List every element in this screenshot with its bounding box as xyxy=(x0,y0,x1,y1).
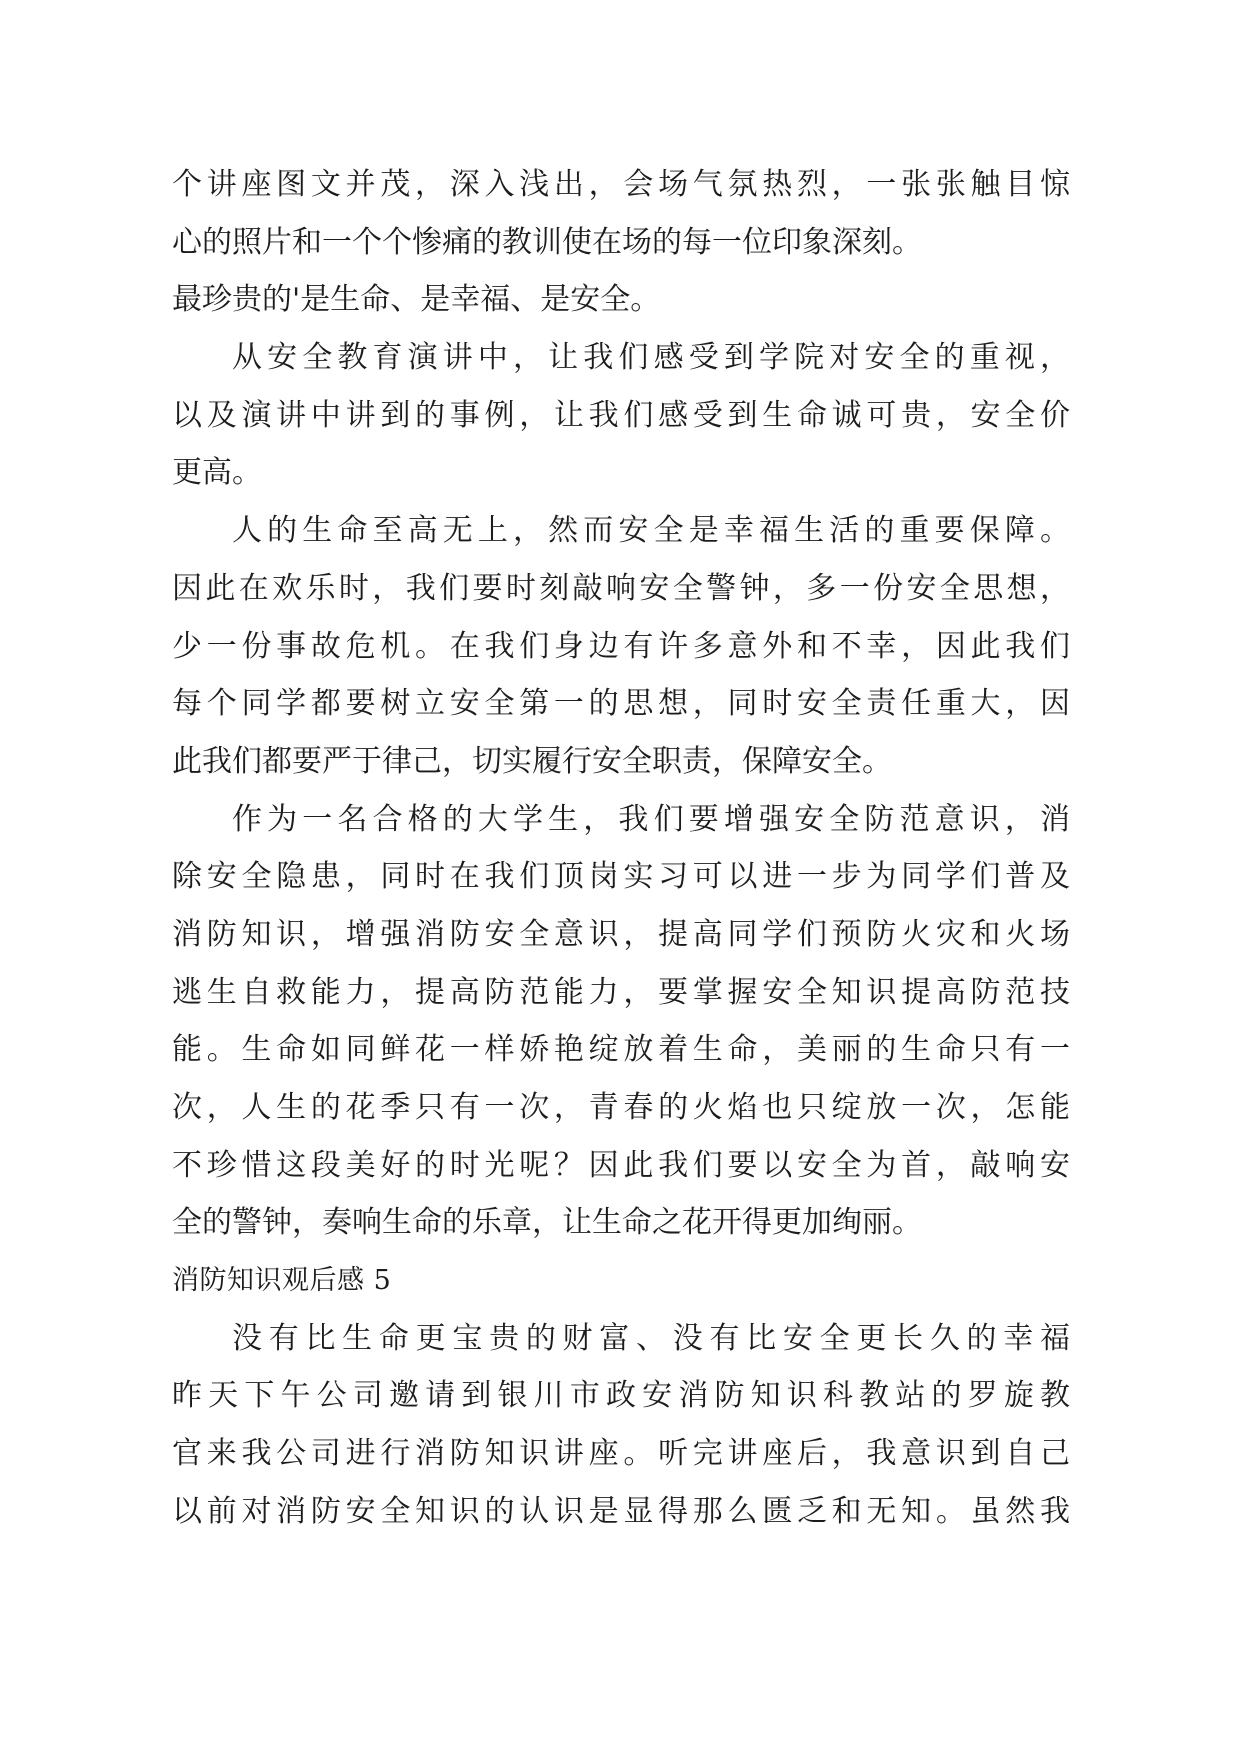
paragraph-5 xyxy=(172,791,1070,1253)
text-line: 没有比生命更宝贵的财富、没有比安全更长久的幸福 xyxy=(232,1320,1070,1356)
text-line: 全的警钟，奏响生命的乐章，让生命之花开得更加绚丽。 xyxy=(172,1205,922,1241)
text-line: 以前对消防安全知识的认识是显得那么匮乏和无知。虽然我 xyxy=(172,1493,1070,1529)
paragraph-6 xyxy=(172,1310,1070,1541)
text-line: 个讲座图文并茂，深入浅出，会场气氛热烈，一张张触目惊 xyxy=(172,167,1070,202)
text-line: 逃生自救能力，提高防范能力，要掌握安全知识提高防范技 xyxy=(172,974,1070,1010)
paragraph-2 xyxy=(172,271,1070,329)
text-line: 除安全隐患，同时在我们顶岗实习可以进一步为同学们普及 xyxy=(172,859,1070,895)
text-line: 次，人生的花季只有一次，青春的火焰也只绽放一次，怎能 xyxy=(172,1090,1070,1125)
text-line: 不珍惜这段美好的时光呢？因此我们要以安全为首，敲响安 xyxy=(172,1147,1070,1183)
text-line: 昨天下午公司邀请到银川市政安消防知识科教站的罗旋教 xyxy=(172,1378,1070,1414)
paragraph-1 xyxy=(172,156,1070,271)
text-line: 少一份事故危机。在我们身边有许多意外和不幸，因此我们 xyxy=(172,628,1070,664)
text-line: 最珍贵的'是生命、是幸福、是安全。 xyxy=(172,282,661,318)
text-line: 作为一名合格的大学生，我们要增强安全防范意识，消 xyxy=(232,801,1070,837)
text-line: 能。生命如同鲜花一样娇艳绽放着生命，美丽的生命只有一 xyxy=(172,1032,1070,1068)
paragraph-3 xyxy=(172,329,1070,502)
document-body xyxy=(172,156,1070,1541)
paragraph-4 xyxy=(172,502,1070,790)
text-line: 因此在欢乐时，我们要时刻敲响安全警钟，多一份安全思想， xyxy=(172,570,1070,606)
text-line: 此我们都要严于律己，切实履行安全职责，保障安全。 xyxy=(172,743,892,779)
text-line: 官来我公司进行消防知识讲座。听完讲座后，我意识到自己 xyxy=(172,1436,1070,1472)
text-line: 从安全教育演讲中，让我们感受到学院对安全的重视， xyxy=(232,340,1070,376)
text-line: 每个同学都要树立安全第一的思想，同时安全责任重大，因 xyxy=(172,686,1070,722)
text-line: 以及演讲中讲到的事例，让我们感受到生命诚可贵，安全价 xyxy=(172,397,1070,433)
text-line: 消防知识，增强消防安全意识，提高同学们预防火灾和火场 xyxy=(172,916,1070,952)
text-line: 心的照片和一个个惨痛的教训使在场的每一位印象深刻。 xyxy=(172,224,922,260)
text-line: 人的生命至高无上，然而安全是幸福生活的重要保障。 xyxy=(232,513,1070,549)
text-line: 更高。 xyxy=(172,455,262,491)
section-heading: 消防知识观后感 5 xyxy=(172,1265,392,1297)
